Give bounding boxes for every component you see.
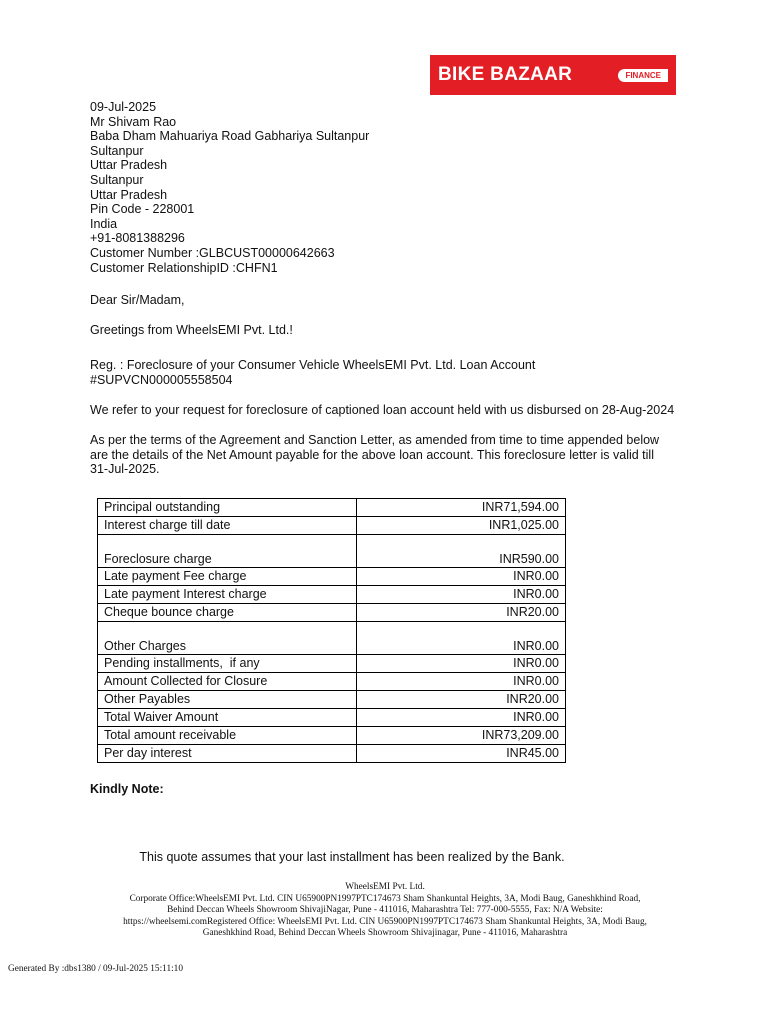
charge-value: INR45.00 <box>357 745 566 763</box>
charge-label: Pending installments, if any <box>98 655 357 673</box>
charge-value: INR590.00 <box>357 535 566 568</box>
generated-by: Generated By :dbs1380 / 09-Jul-2025 15:11:10 <box>8 964 183 974</box>
refer-text: We refer to your request for foreclosure of captioned loan account held with us disbursed on 28-Aug-2024 <box>90 403 675 417</box>
terms-line: As per the terms of the Agreement and Sanction Letter, as amended from time to time appended below <box>90 433 660 447</box>
charge-label: Interest charge till date <box>98 517 357 535</box>
logo-finance-tag: FINANCE <box>618 69 668 82</box>
charge-label: Other Charges <box>98 622 357 655</box>
charge-value: INR73,209.00 <box>357 727 566 745</box>
reg-line: Reg. : Foreclosure of your Consumer Vehicle WheelsEMI Pvt. Ltd. Loan Account <box>90 358 536 372</box>
charge-value: INR20.00 <box>357 604 566 622</box>
charge-value: INR0.00 <box>357 655 566 673</box>
terms-line: are the details of the Net Amount payable for the above loan account. This foreclosure letter is valid till <box>90 447 654 462</box>
terms-paragraph <box>90 433 659 477</box>
table-row <box>98 691 566 709</box>
letter-date: 09-Jul-2025 <box>90 100 157 114</box>
charge-label: Total amount receivable <box>98 727 357 745</box>
foreclosure-charges-table <box>97 498 566 763</box>
footer-address <box>90 882 680 940</box>
table-row <box>98 517 566 535</box>
pin-code: Pin Code - 228001 <box>90 202 195 217</box>
table-row <box>98 535 566 568</box>
charge-value: INR0.00 <box>357 586 566 604</box>
table-row <box>98 709 566 727</box>
loan-account-number: #SUPVCN000005558504 <box>90 372 233 387</box>
bike-bazaar-logo <box>430 55 676 95</box>
address-line: Baba Dham Mahuariya Road Gabhariya Sultanpur <box>90 129 370 144</box>
salutation: Dear Sir/Madam, <box>90 293 185 307</box>
charge-value: INR1,025.00 <box>357 517 566 535</box>
charge-label: Per day interest <box>98 745 357 763</box>
charge-value: INR20.00 <box>357 691 566 709</box>
terms-line: 31-Jul-2025. <box>90 462 160 477</box>
charge-label: Total Waiver Amount <box>98 709 357 727</box>
address-line: Uttar Pradesh <box>90 158 168 173</box>
charge-label: Principal outstanding <box>98 499 357 517</box>
table-row <box>98 727 566 745</box>
customer-relationship-id: Customer RelationshipID :CHFN1 <box>90 260 278 275</box>
address-block <box>90 100 369 275</box>
footer-line: https://wheelsemi.comRegistered Office: WheelsEMI Pvt. Ltd. CIN U65900PN1997PTC174673 Sham Shankuntal Heights, 3A, Modi Baug, <box>123 916 647 927</box>
footer-company: WheelsEMI Pvt. Ltd. <box>345 882 425 892</box>
footer-line: Ganeshkhind Road, Behind Deccan Wheels Showroom Shivajinagar, Pune - 411016, Maharashtra <box>202 928 568 938</box>
table-row <box>98 745 566 763</box>
greeting: Greetings from WheelsEMI Pvt. Ltd.! <box>90 323 293 337</box>
table-row <box>98 673 566 691</box>
charge-label: Amount Collected for Closure <box>98 673 357 691</box>
country: India <box>90 216 118 231</box>
quote-note: This quote assumes that your last installment has been realized by the Bank. <box>139 850 565 864</box>
logo-brand-text: BIKE BAZAAR <box>438 64 573 85</box>
footer-line: Corporate Office:WheelsEMI Pvt. Ltd. CIN U65900PN1997PTC174673 Sham Shankuntal Heights, 3A, Modi Baug, Ganeshkhind Road, <box>129 893 641 904</box>
table-row <box>98 655 566 673</box>
table-row <box>98 604 566 622</box>
charge-value: INR71,594.00 <box>357 499 566 517</box>
charge-label: Cheque bounce charge <box>98 604 357 622</box>
charge-value: INR0.00 <box>357 709 566 727</box>
table-row <box>98 586 566 604</box>
address-line: Uttar Pradesh <box>90 187 168 202</box>
table-row <box>98 499 566 517</box>
footer-line: Behind Deccan Wheels Showroom ShivajiNagar, Pune - 411016, Maharashtra Tel: 777-000-5555, Fax: N/A Website: <box>167 905 603 915</box>
charge-label: Foreclosure charge <box>98 535 357 568</box>
customer-name: Mr Shivam Rao <box>90 114 177 129</box>
kindly-note-heading: Kindly Note: <box>90 782 164 796</box>
address-line: Sultanpur <box>90 172 144 187</box>
address-line: Sultanpur <box>90 143 144 158</box>
charge-label: Other Payables <box>98 691 357 709</box>
table-row <box>98 622 566 655</box>
customer-number: Customer Number :GLBCUST00000642663 <box>90 245 335 260</box>
charge-label: Late payment Interest charge <box>98 586 357 604</box>
reg-subject <box>90 358 535 387</box>
charge-value: INR0.00 <box>357 673 566 691</box>
table-row <box>98 568 566 586</box>
charge-value: INR0.00 <box>357 568 566 586</box>
phone-number: +91-8081388296 <box>90 231 185 246</box>
charge-value: INR0.00 <box>357 622 566 655</box>
charge-label: Late payment Fee charge <box>98 568 357 586</box>
